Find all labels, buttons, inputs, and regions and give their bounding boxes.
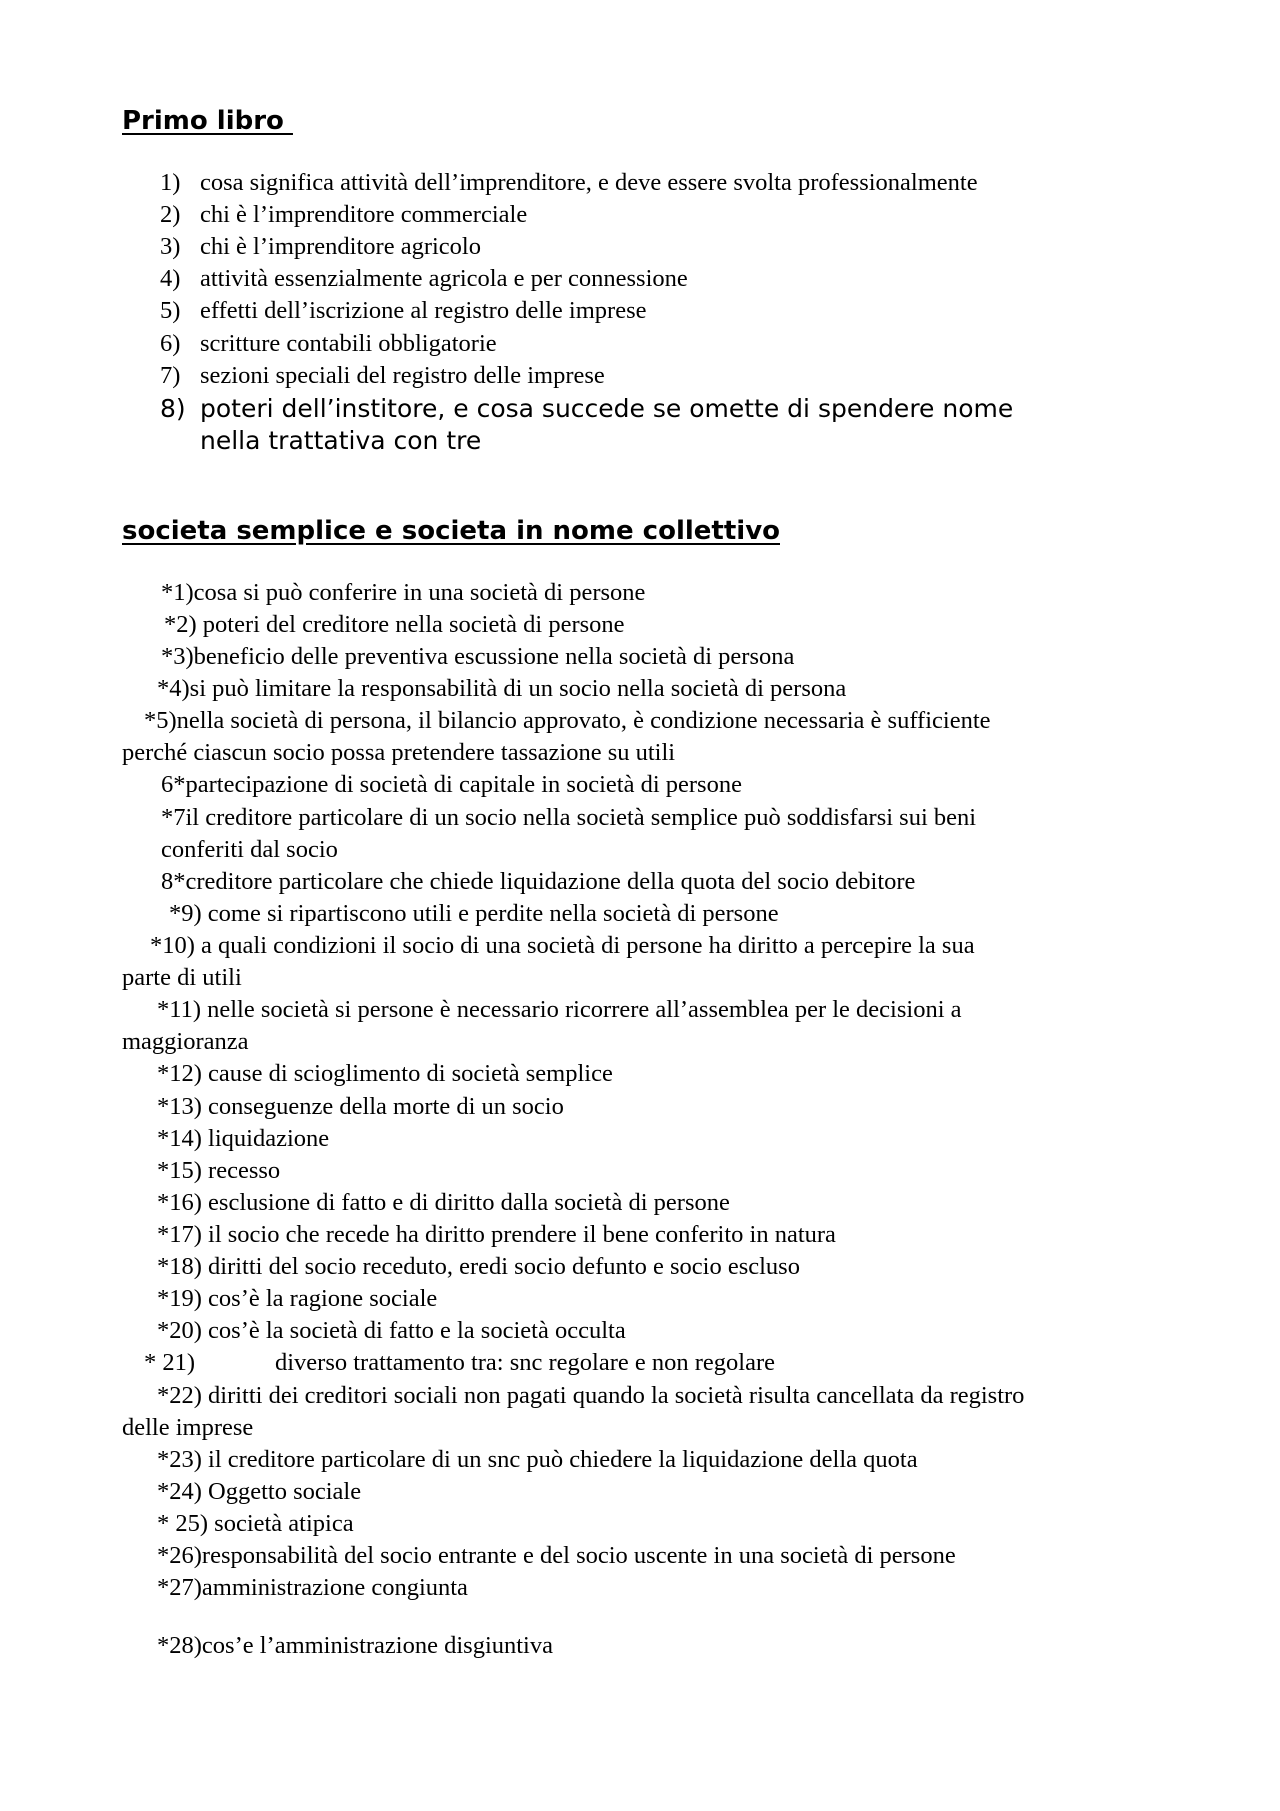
list-item-continuation: parte di utili: [122, 964, 242, 991]
list-item-number: 5): [160, 297, 181, 324]
list-item: chi è l’imprenditore agricolo: [200, 233, 481, 260]
list-item: poteri dell’institore, e cosa succede se omette di spendere nome: [200, 394, 1014, 423]
list-item: *16) esclusione di fatto e di diritto dalla società di persone: [157, 1189, 730, 1216]
list-item: *5)nella società di persona, il bilancio approvato, è condizione necessaria è sufficiente: [144, 707, 991, 734]
list-item: *12) cause di scioglimento di società semplice: [157, 1060, 613, 1087]
list-item-number: 7): [160, 362, 181, 389]
list-item: *24) Oggetto sociale: [157, 1478, 362, 1505]
list-item: *14) liquidazione: [157, 1125, 330, 1152]
list-item: *28)cos’e l’amministrazione disgiuntiva: [157, 1632, 553, 1659]
list-item-number: 6): [160, 330, 181, 357]
list-item-number: 8): [160, 394, 186, 423]
list-item: diverso trattamento tra: snc regolare e non regolare: [275, 1349, 775, 1376]
list-item: *9) come si ripartiscono utili e perdite nella società di persone: [169, 900, 779, 927]
list-item: *17) il socio che recede ha diritto prendere il bene conferito in natura: [157, 1221, 836, 1248]
list-item: *18) diritti del socio receduto, eredi socio defunto e socio escluso: [157, 1253, 800, 1280]
list-item-continuation: nella trattativa con tre: [200, 426, 482, 455]
list-item-continuation: delle imprese: [122, 1414, 254, 1441]
list-item: *15) recesso: [157, 1157, 281, 1184]
list-item-number: 4): [160, 265, 181, 292]
list-item: *1)cosa si può conferire in una società di persone: [161, 579, 646, 606]
list-item: *23) il creditore particolare di un snc può chiedere la liquidazione della quota: [157, 1446, 918, 1473]
list-item: *2) poteri del creditore nella società di persone: [164, 611, 625, 638]
list-item: 6*partecipazione di società di capitale in società di persone: [161, 771, 742, 798]
list-item: *13) conseguenze della morte di un socio: [157, 1093, 564, 1120]
list-item: chi è l’imprenditore commerciale: [200, 201, 528, 228]
list-item-number: * 21): [144, 1349, 196, 1376]
list-item: attività essenzialmente agricola e per connessione: [200, 265, 688, 292]
list-item: 8*creditore particolare che chiede liquidazione della quota del socio debitore: [161, 868, 916, 895]
list-item: *4)si può limitare la responsabilità di un socio nella società di persona: [157, 675, 847, 702]
list-item: *3)beneficio delle preventiva escussione nella società di persona: [161, 643, 795, 670]
list-item-number: 2): [160, 201, 181, 228]
list-item-number: 3): [160, 233, 181, 260]
list-item: cosa significa attività dell’imprenditore, e deve essere svolta professionalmente: [200, 169, 978, 196]
list-item: sezioni speciali del registro delle imprese: [200, 362, 605, 389]
list-item: effetti dell’iscrizione al registro delle imprese: [200, 297, 647, 324]
list-item: *27)amministrazione congiunta: [157, 1574, 468, 1601]
list-item-continuation: perché ciascun socio possa pretendere tassazione su utili: [122, 739, 676, 766]
list-item-number: 1): [160, 169, 181, 196]
section-title-societa: societa semplice e societa in nome collettivo: [122, 516, 780, 546]
list-item: scritture contabili obbligatorie: [200, 330, 497, 357]
list-item: *11) nelle società si persone è necessario ricorrere all’assemblea per le decisioni a: [157, 996, 962, 1023]
list-item: * 25) società atipica: [157, 1510, 354, 1537]
list-item-continuation: maggioranza: [122, 1028, 249, 1055]
list-item: *19) cos’è la ragione sociale: [157, 1285, 438, 1312]
list-item: *10) a quali condizioni il socio di una società di persone ha diritto a percepire la sua: [150, 932, 975, 959]
list-item: *7il creditore particolare di un socio nella società semplice può soddisfarsi sui beni: [161, 804, 977, 831]
list-item: *20) cos’è la società di fatto e la società occulta: [157, 1317, 626, 1344]
section-title-primo-libro: Primo libro: [122, 106, 293, 136]
list-item: *26)responsabilità del socio entrante e del socio uscente in una società di persone: [157, 1542, 956, 1569]
list-item-continuation: conferiti dal socio: [161, 836, 338, 863]
list-item: *22) diritti dei creditori sociali non pagati quando la società risulta cancellata da registro: [157, 1382, 1025, 1409]
